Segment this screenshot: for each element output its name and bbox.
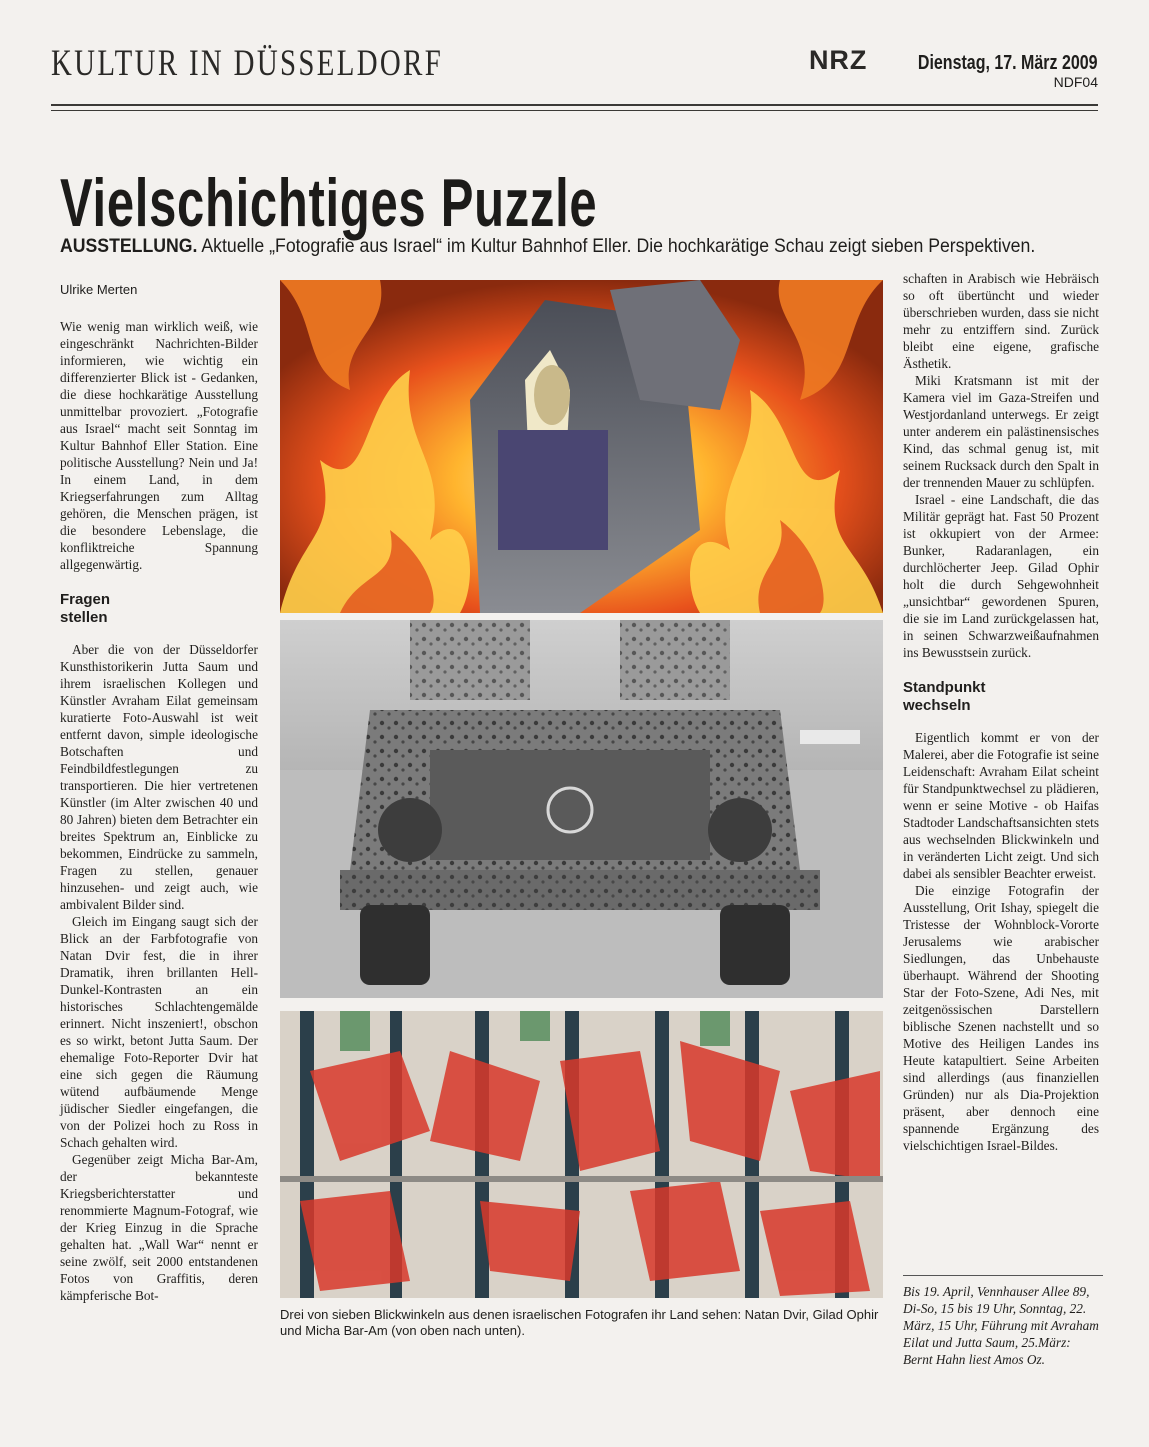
photo-gilad-ophir — [280, 620, 883, 998]
subheading: Standpunkt wechseln — [903, 679, 986, 714]
photo-micha-bar-am — [280, 1011, 883, 1298]
newspaper-name: NRZ — [808, 45, 868, 75]
masthead — [809, 45, 1098, 90]
header-rule-thin — [51, 110, 1098, 111]
photo-caption: Drei von sieben Blickwinkeln aus denen israelischen Fotografen ihr Land sehen: Natan Dvir, Gilad Ophir und Micha Bar-Am (von oben nach unten). — [280, 1307, 879, 1338]
page-code: NDF04 — [1053, 74, 1098, 90]
paragraph: Israel - eine Landschaft, die das Militär geprägt hat. Fast 50 Prozent ist okkupiert von der Armee: Bunker, Radaranlagen, ein durchlöcherter Jeep. Gilad Ophir holt die durch Sehgewohnheit „unsichtbar“ gewordenen Spuren, die sie im Land zurückgelassen hat, in seinen Schwarzweißaufnahmen ins Bewusstsein zurück. — [903, 492, 1099, 660]
lead-label: AUSSTELLUNG. — [60, 236, 198, 257]
paragraph: Eigentlich kommt er von der Malerei, aber die Fotografie ist seine Leidenschaft: Avraham Eilat scheint für Standpunktwechsel zu plädieren, wenn er seine Motive - ob Haifas Stadtoder Landschaftsansichten stets aus wechselnden Blickwinkeln und in veränderten Licht zeigt. Und sich dabei als sensibler Beachter erweist. — [903, 730, 1099, 881]
column-right — [903, 270, 1099, 1154]
issue-date: Dienstag, 17. März 2009 — [918, 52, 1098, 74]
paragraph: Wie wenig man wirklich weiß, wie eingeschränkt Nachrichten-Bilder informieren, wie wichtig ein differenzierter Blick ist - Gedanken, die diese hochkarätige Ausstellung unmittelbar provoziert. „Fotografie aus Israel“ macht seit Sonntag im Kultur Bahnhof Eller Station. Eine politische Ausstellung? Nein und Ja! In einem Land, in dem Kriegserfahrungen zum Alltag gehören, die Menschen prägen, ist die besondere Lebenslage, die konfliktreiche Spannung allgegenwärtig. — [60, 319, 258, 572]
lead-text: Aktuelle „Fotografie aus Israel“ im Kultur Bahnhof Eller. Die hochkarätige Schau zeigt sieben Perspektiven. — [197, 236, 1036, 257]
paragraph: Die einzige Fotografin der Ausstellung, Orit Ishay, spiegelt die Tristesse der Wohnblock-Vororte Jerusalems wie arabischer Siedlungen, das Unbehauste überhaupt. Während der Shooting Star der Foto-Szene, Adi Nes, mit zeitgenössischen Darstellern biblische Szenen nachstellt und so Motive des Heiligen Landes ins Heute katapultiert. Seine Arbeiten sind allerdings (aus finanziellen Gründen) nur als Dia-Projektion präsent, aber dennoch eine spannende Ergänzung des vielschichtigen Israel-Bildes. — [903, 883, 1099, 1153]
column-left — [60, 318, 258, 1304]
exhibition-info: Bis 19. April, Vennhauser Allee 89, Di-So, 15 bis 19 Uhr, Sonntag, 22. März, 15 Uhr, Führung mit Avraham Eilat und Jutta Saum, 25.März: Bernt Hahn liest Amos Oz. — [903, 1284, 1099, 1367]
paragraph: Gegenüber zeigt Micha Bar-Am, der bekannteste Kriegsberichterstatter und renommierte Magnum-Fotograf, wie der Krieg Einzug in die Sprache gehalten hat. „Wall War“ nennt er seine zwölf, seit 2000 entstandenen Fotos von Graffitis, deren kämpferische Bot- — [60, 1152, 258, 1303]
author: Ulrike Merten — [60, 282, 138, 297]
paragraph: Miki Kratsmann ist mit der Kamera viel im Gaza-Streifen und Westjordanland unterwegs. Er zeigt unter anderem ein palästinensisches Kind, das schmal genug ist, mit seinem Rucksack durch den Spalt in der trennenden Mauer zu schlüpfen. — [903, 373, 1099, 490]
lead — [60, 236, 1035, 258]
section-title: KULTUR IN DÜSSELDORF — [51, 43, 444, 84]
headline: Vielschichtiges Puzzle — [60, 165, 598, 241]
info-rule — [903, 1275, 1103, 1276]
paragraph: schaften in Arabisch wie Hebräisch so oft übertüncht und wieder überschrieben wurden, dass sie nicht mehr zu entziffern sind. Zurück bleibt eine eigene, grafische Ästhetik. — [903, 271, 1099, 371]
paragraph: Aber die von der Düsseldorfer Kunsthistorikerin Jutta Saum und ihrem israelischen Kollegen und Künstler Avraham Eilat gemeinsam kuratierte Foto-Auswahl ist weit entfernt davon, simple ideologische Botschaften und Feindbildfestlegungen zu transportieren. Die hier vertretenen Künstler (im Alter zwischen 40 und 80 Jahren) bieten dem Betrachter ein breites Spektrum an, Einblicke zu bekommen, Eindrücke zu sammeln, Fragen zu stellen, genauer hinzusehen- und zeigt auch, wie ambivalent Bilder sind. — [60, 642, 258, 912]
subheading: Fragen stellen — [60, 591, 111, 626]
photo-natan-dvir — [280, 280, 883, 613]
header-rule — [51, 104, 1098, 106]
paragraph: Gleich im Eingang saugt sich der Blick an der Farbfotografie von Natan Dvir fest, die in ihrer Dramatik, ihren brillanten Hell-Dunkel-Kontrasten an ein historisches Schlachtengemälde erinnert. Nicht inszeniert!, obschon es so wirkt, betont Jutta Saum. Der ehemalige Foto-Reporter Dvir hat eine sich gegen die Räumung wütend aufbäumende Menge jüdischer Siedler eingefangen, die von der Polizei hoch zu Ross in Schach gehalten wird. — [60, 914, 258, 1150]
